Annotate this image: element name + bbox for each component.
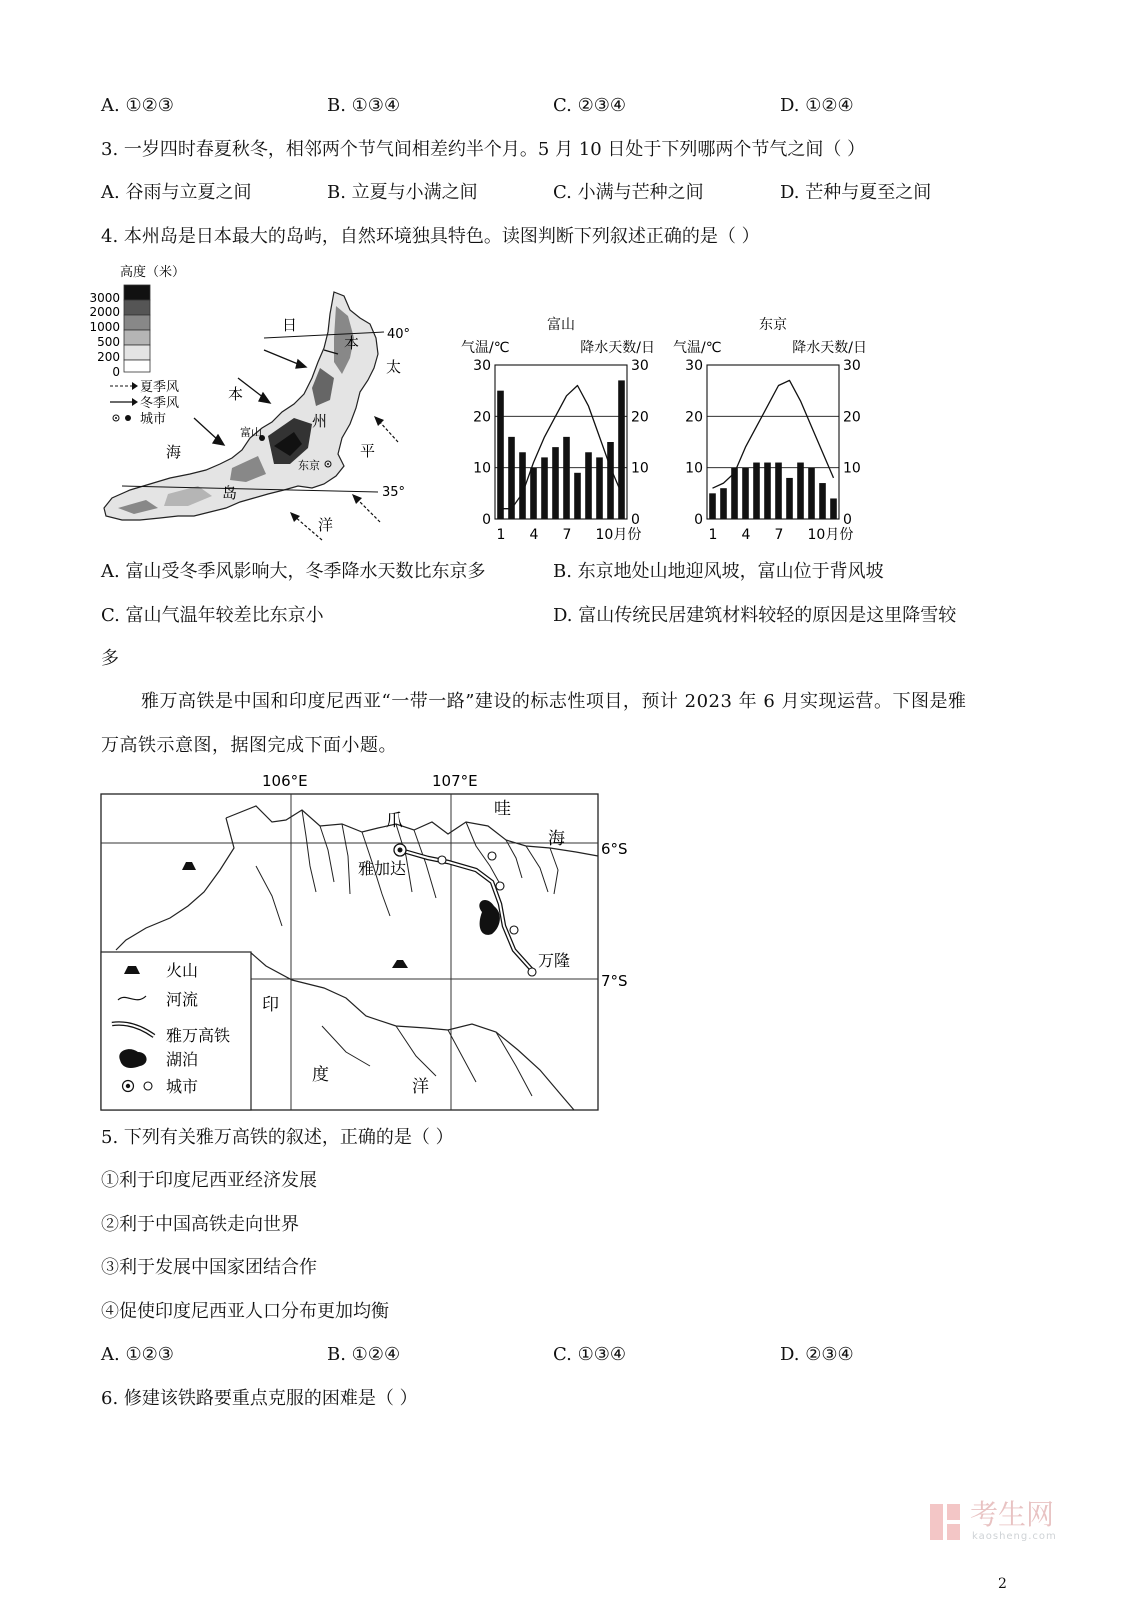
chart-xtick: 10月份 <box>807 527 854 543</box>
chart-ytick-right: 30 <box>843 358 861 374</box>
label-ben: 本 <box>228 385 244 403</box>
precip-bar <box>596 457 603 519</box>
label-jakarta: 雅加达 <box>358 859 407 878</box>
climate-chart-toyama <box>461 316 655 543</box>
chart-ytick-right: 30 <box>631 358 649 374</box>
precip-bar <box>563 437 570 519</box>
elev-swatch-200 <box>124 345 150 360</box>
label-yin: 印 <box>262 995 279 1015</box>
chart-xtick: 1 <box>496 527 506 543</box>
legend-city: 城市 <box>166 1077 199 1096</box>
q4-option-d-continued: 多 <box>101 648 119 669</box>
chart-ytick-left: 30 <box>685 358 703 374</box>
label-zhou: 州 <box>312 412 328 430</box>
q4-option-c: C. 富山气温年较差比东京小 <box>101 605 324 626</box>
q5-item-2: ②利于中国高铁走向世界 <box>101 1214 299 1235</box>
lat-6s-label: 6°S <box>601 840 628 858</box>
toyama-label: 富山 <box>240 426 262 439</box>
chart-xtick: 4 <box>741 527 751 543</box>
q5-item-4: ④促使印度尼西亚人口分布更加均衡 <box>101 1301 389 1322</box>
q5-option-d: D. ②③④ <box>780 1344 854 1365</box>
precip-bar <box>808 468 815 519</box>
chart-ytick-right: 0 <box>843 512 852 528</box>
lon-107-label: 107°E <box>432 772 478 790</box>
watermark-url: kaosheng.com <box>972 1531 1057 1542</box>
legend-city-icon <box>125 415 131 421</box>
climate-chart-tokyo <box>673 317 867 543</box>
q3-option-b: B. 立夏与小满之间 <box>327 182 478 203</box>
elev-label: 2000 <box>89 305 120 319</box>
q4-stem: 4. 本州岛是日本最大的岛屿，自然环境独具特色。读图判断下列叙述正确的是（ ） <box>101 226 760 247</box>
city-marker <box>496 882 504 890</box>
city-marker <box>488 852 496 860</box>
climate-charts <box>455 312 875 544</box>
label-hai: 海 <box>166 443 182 461</box>
city-marker <box>510 926 518 934</box>
legend-city: 城市 <box>140 412 167 427</box>
chart-xtick: 10月份 <box>595 527 642 543</box>
chart-ytick-right: 0 <box>631 512 640 528</box>
precip-bar <box>574 473 581 519</box>
label-dao: 岛 <box>222 484 238 502</box>
chart-title: 富山 <box>547 317 575 333</box>
q3-option-a: A. 谷雨与立夏之间 <box>101 182 252 203</box>
japan-map <box>89 258 433 550</box>
chart-ytick-right: 20 <box>843 409 861 426</box>
legend-summer-wind: 夏季风 <box>140 380 180 395</box>
q4-option-a: A. 富山受冬季风影响大，冬季降水天数比东京多 <box>101 561 486 582</box>
label-du: 度 <box>312 1065 329 1085</box>
chart-ylabel-left: 气温/℃ <box>461 340 510 356</box>
q5-item-3: ③利于发展中国家团结合作 <box>101 1257 317 1278</box>
label-hai: 海 <box>548 829 565 849</box>
elev-swatch-1000 <box>124 315 150 330</box>
chart-xtick: 4 <box>529 527 539 543</box>
precip-bar <box>607 442 614 519</box>
q5-item-1: ①利于印度尼西亚经济发展 <box>101 1170 317 1191</box>
precip-bar <box>552 447 559 519</box>
precip-bar <box>541 457 548 519</box>
q5-option-c: C. ①③④ <box>553 1344 626 1365</box>
q3-option-d: D. 芒种与夏至之间 <box>780 182 932 203</box>
chart-ytick-left: 20 <box>685 409 703 426</box>
elev-label: 200 <box>97 350 120 364</box>
chart-ylabel-right: 降水天数/日 <box>580 340 655 356</box>
watermark <box>926 1500 1086 1544</box>
elev-swatch-0 <box>124 360 150 372</box>
chart-ylabel-left: 气温/℃ <box>673 340 722 356</box>
precip-bar <box>530 468 537 519</box>
legend-volcano: 火山 <box>166 961 199 980</box>
precip-bar <box>742 468 749 519</box>
label-wa: 哇 <box>494 799 511 819</box>
chart-ytick-left: 20 <box>473 409 491 426</box>
precip-bar <box>585 452 592 519</box>
legend-river: 河流 <box>166 990 199 1009</box>
chart-xtick: 7 <box>562 527 572 543</box>
precip-bar <box>797 463 804 519</box>
legend-winter-wind: 冬季风 <box>140 396 180 411</box>
precip-bar <box>775 463 782 519</box>
japan-legend-title: 高度（米） <box>120 265 186 280</box>
chart-xtick: 1 <box>708 527 718 543</box>
q5-option-a: A. ①②③ <box>101 1344 174 1365</box>
chart-xtick: 7 <box>774 527 784 543</box>
watermark-brand: 考生网 <box>970 1498 1055 1531</box>
legend-railway: 雅万高铁 <box>166 1026 231 1045</box>
chart-ytick-right: 20 <box>631 409 649 426</box>
precip-bar <box>753 463 760 519</box>
precip-bar <box>508 437 515 519</box>
elev-label: 500 <box>97 335 120 349</box>
lat-35-label: 35° <box>382 485 406 500</box>
lat-40-label: 40° <box>387 327 411 342</box>
q2-option-d: D. ①②④ <box>780 95 854 116</box>
q6-stem: 6. 修建该铁路要重点克服的困难是（ ） <box>101 1388 418 1409</box>
label-yang: 洋 <box>412 1077 429 1097</box>
precip-bar <box>786 478 793 519</box>
lat-7s-label: 7°S <box>601 972 628 990</box>
chart-ytick-left: 0 <box>694 512 703 528</box>
precip-bar <box>720 488 727 519</box>
watermark-logo-icon <box>926 1500 966 1544</box>
q3-stem: 3. 一岁四时春夏秋冬，相邻两个节气间相差约半个月。5 月 10 日处于下列哪两个节气之间（ ） <box>101 139 866 160</box>
q3-option-c: C. 小满与芒种之间 <box>553 182 704 203</box>
chart-ytick-left: 10 <box>473 460 491 477</box>
q2-option-b: B. ①③④ <box>327 95 401 116</box>
label-ping: 平 <box>360 442 376 460</box>
precip-bar <box>618 380 625 519</box>
q5-option-b: B. ①②④ <box>327 1344 401 1365</box>
precip-bar <box>497 391 504 519</box>
elev-swatch-2000 <box>124 300 150 315</box>
chart-ytick-left: 10 <box>685 460 703 477</box>
label-ri: 日 <box>282 316 298 334</box>
elev-swatch-500 <box>124 330 150 345</box>
java-map <box>96 766 641 1116</box>
precip-bar <box>819 483 826 519</box>
bandung-marker <box>528 968 536 976</box>
chart-ytick-left: 30 <box>473 358 491 374</box>
q4-option-b: B. 东京地处山地迎风坡，富山位于背风坡 <box>553 561 884 582</box>
chart-ylabel-right: 降水天数/日 <box>792 340 867 356</box>
q5-stem: 5. 下列有关雅万高铁的叙述，正确的是（ ） <box>101 1127 454 1148</box>
q2-option-c: C. ②③④ <box>553 95 626 116</box>
precip-bar <box>830 498 837 519</box>
elev-swatch-3000 <box>124 285 150 300</box>
chart-ytick-right: 10 <box>631 460 649 477</box>
precip-bar <box>709 493 716 519</box>
passage-line-1: 雅万高铁是中国和印度尼西亚“一带一路”建设的标志性项目，预计 2023 年 6 月实现运营。下图是雅 <box>141 691 967 712</box>
label-bandung: 万隆 <box>538 951 571 970</box>
elev-label: 0 <box>112 365 120 379</box>
label-ben2: 本 <box>344 334 360 352</box>
lon-106-label: 106°E <box>262 772 308 790</box>
chart-title: 东京 <box>759 317 787 333</box>
chart-ytick-right: 10 <box>843 460 861 477</box>
city-marker <box>438 856 446 864</box>
elev-label: 1000 <box>89 320 120 334</box>
label-zhua: 爪 <box>386 811 403 831</box>
precip-bar <box>764 463 771 519</box>
chart-ytick-left: 0 <box>482 512 491 528</box>
q4-option-d: D. 富山传统民居建筑材料较轻的原因是这里降雪较 <box>553 605 957 626</box>
passage-line-2: 万高铁示意图，据图完成下面小题。 <box>101 735 397 756</box>
tokyo-label: 东京 <box>298 459 320 472</box>
q2-option-a: A. ①②③ <box>101 95 174 116</box>
elev-label: 3000 <box>89 291 120 305</box>
label-tai: 太 <box>386 358 402 376</box>
legend-lake: 湖泊 <box>166 1050 199 1069</box>
tokyo-city-marker <box>327 463 329 465</box>
label-yang: 洋 <box>318 516 334 534</box>
page-number: 2 <box>998 1576 1007 1592</box>
